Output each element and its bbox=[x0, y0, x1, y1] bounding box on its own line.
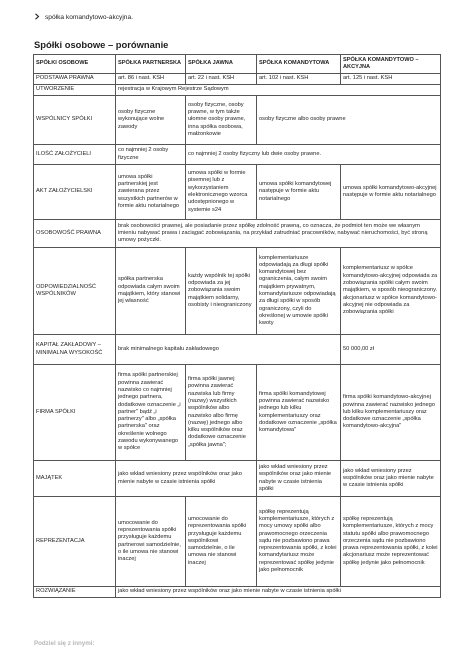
table-cell: umocowanie do reprezentowania spółki przysługuje każdemu wspólnikowi samodzielnie, o ile umowa nie stanowi inaczej bbox=[186, 497, 257, 587]
comparison-table bbox=[33, 54, 441, 598]
table-row bbox=[34, 220, 441, 248]
table-cell: 50 000,00 zł bbox=[341, 335, 441, 365]
row-label: FIRMA SPÓŁKI bbox=[34, 365, 116, 461]
table-cell: art. 125 i nast. KSH bbox=[341, 74, 441, 85]
table-row bbox=[34, 461, 441, 497]
header-cell: SPÓŁKI OSOBOWE bbox=[34, 55, 116, 74]
table-row bbox=[34, 145, 441, 165]
table-cell: umowa spółki partnerskiej jest zawierana przez wszystkich partnerów w formie aktu notarialnego bbox=[116, 165, 186, 220]
header-cell: SPÓŁKA PARTNERSKA bbox=[116, 55, 186, 74]
row-label: OSOBOWOŚĆ PRAWNA bbox=[34, 220, 116, 248]
table-cell: osoby fizyczne, osoby prawne, w tym także ułomne osoby prawne, inna spółka osobowa, małżonkowie bbox=[186, 96, 257, 145]
table-cell: komplementariusz w spółce komandytowo-akcyjnej odpowiada za zobowiązania spółki całym swoim majątkiem, w sposób nieograniczony. akcjonariusz w spółce komandytowo-akcyjnej nie odpowiada za zobowiązania spółki bbox=[341, 248, 441, 335]
page-heading: Spółki osobowe – porównanie bbox=[34, 39, 169, 50]
table-cell: spółkę reprezentują komplementariusze, których z mocy statutu spółki albo prawomocnego orzeczenia sądu nie pozbawiono prawa reprezentowania spółki, z kolei akcjonariusz może reprezentować spółkę jedynie jako pełnomocnik bbox=[341, 497, 441, 587]
table-cell: jako wkład wniesiony przez wspólników oraz jako mienie nabyte w czasie istnienia spółki bbox=[116, 587, 441, 598]
table-cell: art. 22 i nast. KSH bbox=[186, 74, 257, 85]
table-cell: spółkę reprezentują komplementariusze, których z mocy umowy spółki albo prawomocnego orzeczenia sądu nie pozbawiono prawa reprezentowania spółki, z kolei komandytariusz może reprezentować spółkę jedynie jako pełnomocnik bbox=[257, 497, 341, 587]
table-cell: jako wkład wniesiony przez wspólników oraz jako mienie nabyte w czasie istnienia spółki bbox=[116, 461, 257, 497]
row-label: KAPITAŁ ZAKŁADOWY – MINIMALNA WYSOKOŚĆ bbox=[34, 335, 116, 365]
table-cell: rejestracja w Krajowym Rejestrze Sądowym bbox=[116, 85, 441, 96]
table-row bbox=[34, 74, 441, 85]
table-row bbox=[34, 248, 441, 335]
share-label: Podziel się z innymi: bbox=[34, 640, 95, 647]
row-label: ROZWIĄZANIE bbox=[34, 587, 116, 598]
row-label: ILOŚĆ ZAŁOŻYCIELI bbox=[34, 145, 116, 165]
table-row bbox=[34, 85, 441, 96]
table-row bbox=[34, 335, 441, 365]
table-cell: firma spółki jawnej powinna zawierać nazwiska lub firmy (nazwy) wszystkich wspólników albo nazwisko albo firmę (nazwę) jednego albo kilku wspólników oraz dodatkowe oznaczenie „spółka jawna"; bbox=[186, 365, 257, 461]
header-cell: SPÓŁKA KOMANDYTOWA bbox=[257, 55, 341, 74]
table-row bbox=[34, 96, 441, 145]
table-header-row bbox=[34, 55, 441, 74]
table-cell: co najmniej 2 osoby fizyczne bbox=[116, 145, 186, 165]
row-label: WSPÓLNICY SPÓŁKI bbox=[34, 96, 116, 145]
table-cell: umowa spółki komandytowej następuje w formie aktu notarialnego bbox=[257, 165, 341, 220]
table-cell: jako wkład wniesiony przez wspólników oraz jako mienie nabyte w czasie istnienia spółki bbox=[257, 461, 341, 497]
table-cell: co najmniej 2 osoby fizyczny lub dwie osoby prawne. bbox=[186, 145, 441, 165]
header-cell: SPÓŁKA JAWNA bbox=[186, 55, 257, 74]
chevron-right-icon bbox=[34, 13, 42, 21]
table-cell: osoby fizyczne albo osoby prawne bbox=[257, 96, 441, 145]
table-cell: brak minimalnego kapitału zakładowego bbox=[116, 335, 341, 365]
table-row bbox=[34, 497, 441, 587]
table-cell: komplementariusze odpowiadają za długi spółki komandytowej bez ograniczenia, całym swoim majątkiem prywatnym, komandytariusze odpowiadają za długi spółki w sposób ograniczony, czyli do określonej w umowie spółki kwoty bbox=[257, 248, 341, 335]
table-cell: umocowanie do reprezentowania spółki przysługuje każdemu partnerowi samodzielnie, o ile umowa nie stanowi inaczej bbox=[116, 497, 186, 587]
table-cell: umowa spółki komandytowo-akcyjnej następuje w formie aktu notarialnego bbox=[341, 165, 441, 220]
table-cell: firma spółki partnerskiej powinna zawierać nazwisko co najmniej jednego partnera, dodatkowe oznaczenie „i partner" bądź „i partnerzy" albo „spółka partnerska" oraz określenie wolnego zawodu wykonywanego w spółce bbox=[116, 365, 186, 461]
table-cell: art. 86 i nast. KSH bbox=[116, 74, 186, 85]
bullet-item bbox=[34, 13, 133, 21]
table-cell: art. 102 i nast. KSH bbox=[257, 74, 341, 85]
table-row bbox=[34, 365, 441, 461]
table-cell: każdy wspólnik tej spółki odpowiada za jej zobowiązania swoim majątkiem solidarny, osobisty i nieograniczony bbox=[186, 248, 257, 335]
table-cell: brak osobowości prawnej, ale posiadanie przez spółkę zdolność prawną, co oznacza, że podmiot ten może we własnym imieniu nabywać prawa i zaciągać zobowiązania, na przykład zatrudniać pracowników, nabywać nieruchomości, być stroną umowy pożyczki. bbox=[116, 220, 441, 248]
table-cell: firma spółki komandytowej powinna zawierać nazwisko jednego lub kilku komplementariuszy oraz dodatkowe oznaczenie „spółka komandytowa" bbox=[257, 365, 341, 461]
table-row bbox=[34, 587, 441, 598]
table-cell: firma spółki komandytowo-akcyjnej powinna zawierać nazwisko jednego lub kilku komplementariuszy oraz dodatkowe oznaczenie „spółka komandytowo-akcyjna" bbox=[341, 365, 441, 461]
row-label: PODSTAWA PRAWNA bbox=[34, 74, 116, 85]
header-cell: SPÓŁKA KOMANDYTOWO – AKCYJNA bbox=[341, 55, 441, 74]
table-cell: osoby fizyczne wykonujące wolne zawody bbox=[116, 96, 186, 145]
table-cell: jako wkład wniesiony przez wspólników oraz jako mienie nabyte w czasie istnienia spółki bbox=[341, 461, 441, 497]
row-label: MAJĄTEK bbox=[34, 461, 116, 497]
table-row bbox=[34, 165, 441, 220]
row-label: UTWORZENIE bbox=[34, 85, 116, 96]
table-cell: umowa spółki w formie pisemnej lub z wykorzystaniem elektronicznego wzorca udostępnionego w systemie s24 bbox=[186, 165, 257, 220]
row-label: REPREZENTACJA bbox=[34, 497, 116, 587]
row-label: AKT ZAŁOŻYCIELSKI bbox=[34, 165, 116, 220]
bullet-text: spółka komandytowo-akcyjna. bbox=[45, 13, 133, 21]
row-label: ODPOWIEDZIALNOŚĆ WSPÓLNIKÓW bbox=[34, 248, 116, 335]
table-cell: spółka partnerska odpowiada całym swoim majątkiem, który stanowi jej własność bbox=[116, 248, 186, 335]
